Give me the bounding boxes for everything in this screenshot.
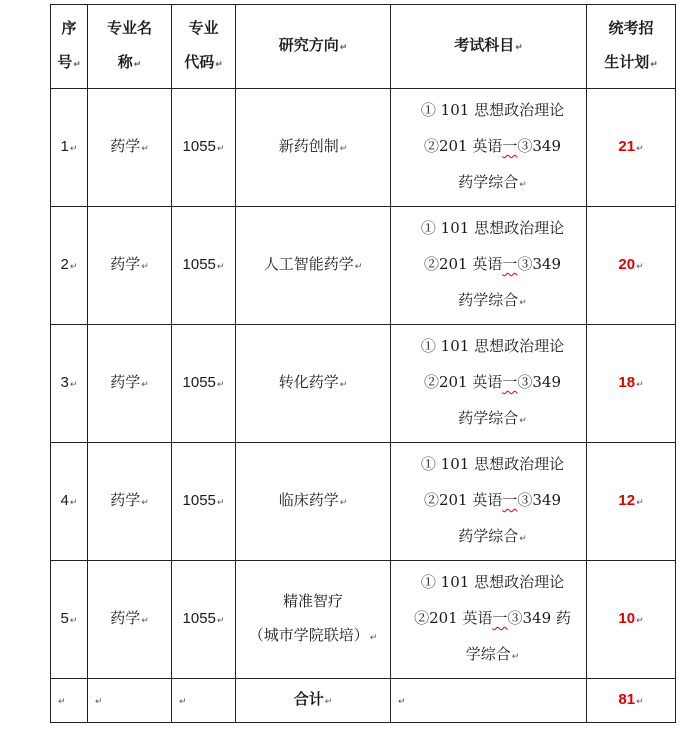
- header-row: [51, 5, 676, 89]
- header-major: 专业名 称↵: [88, 5, 172, 89]
- header-code: 专业 代码↵: [172, 5, 236, 89]
- cell-code: 1055↵: [172, 89, 236, 207]
- table-row: [51, 325, 676, 443]
- header-direction: 研究方向↵: [236, 5, 391, 89]
- cell-major: 药学↵: [88, 207, 172, 325]
- table-row: [51, 561, 676, 679]
- cell-direction: 人工智能药学↵: [236, 207, 391, 325]
- cell-major: 药学↵: [88, 443, 172, 561]
- enrollment-table: [50, 4, 676, 723]
- total-empty-1: ↵: [51, 679, 88, 723]
- cell-quota: 21↵: [587, 89, 676, 207]
- cell-exam: ① 101 思想政治理论 ②201 英语一③349 药学综合↵: [391, 207, 587, 325]
- cell-direction: 临床药学↵: [236, 443, 391, 561]
- table-row: [51, 207, 676, 325]
- cell-seq: 2↵: [51, 207, 88, 325]
- cell-direction: 新药创制↵: [236, 89, 391, 207]
- cell-direction: 转化药学↵: [236, 325, 391, 443]
- total-row: [51, 679, 676, 723]
- cell-exam: ① 101 思想政治理论 ②201 英语一③349 药学综合↵: [391, 443, 587, 561]
- header-quota: 统考招 生计划↵: [587, 5, 676, 89]
- cell-major: 药学↵: [88, 89, 172, 207]
- cell-seq: 3↵: [51, 325, 88, 443]
- total-label: 合计↵: [236, 679, 391, 723]
- cell-code: 1055↵: [172, 443, 236, 561]
- cell-exam: ① 101 思想政治理论 ②201 英语一③349 药 学综合↵: [391, 561, 587, 679]
- header-exam: 考试科目↵: [391, 5, 587, 89]
- cell-exam: ① 101 思想政治理论 ②201 英语一③349 药学综合↵: [391, 89, 587, 207]
- cell-quota: 12↵: [587, 443, 676, 561]
- total-empty-5: ↵: [391, 679, 587, 723]
- cell-major: 药学↵: [88, 325, 172, 443]
- cell-seq: 5↵: [51, 561, 88, 679]
- cell-direction: 精准智疗 （城市学院联培）↵: [236, 561, 391, 679]
- cell-seq: 1↵: [51, 89, 88, 207]
- cell-code: 1055↵: [172, 207, 236, 325]
- cell-code: 1055↵: [172, 561, 236, 679]
- total-empty-3: ↵: [172, 679, 236, 723]
- cell-major: 药学↵: [88, 561, 172, 679]
- total-quota: 81↵: [587, 679, 676, 723]
- cell-quota: 18↵: [587, 325, 676, 443]
- cell-seq: 4↵: [51, 443, 88, 561]
- cell-quota: 20↵: [587, 207, 676, 325]
- cell-code: 1055↵: [172, 325, 236, 443]
- header-seq: 序 号↵: [51, 5, 88, 89]
- table-row: [51, 89, 676, 207]
- total-empty-2: ↵: [88, 679, 172, 723]
- cell-quota: 10↵: [587, 561, 676, 679]
- table-row: [51, 443, 676, 561]
- cell-exam: ① 101 思想政治理论 ②201 英语一③349 药学综合↵: [391, 325, 587, 443]
